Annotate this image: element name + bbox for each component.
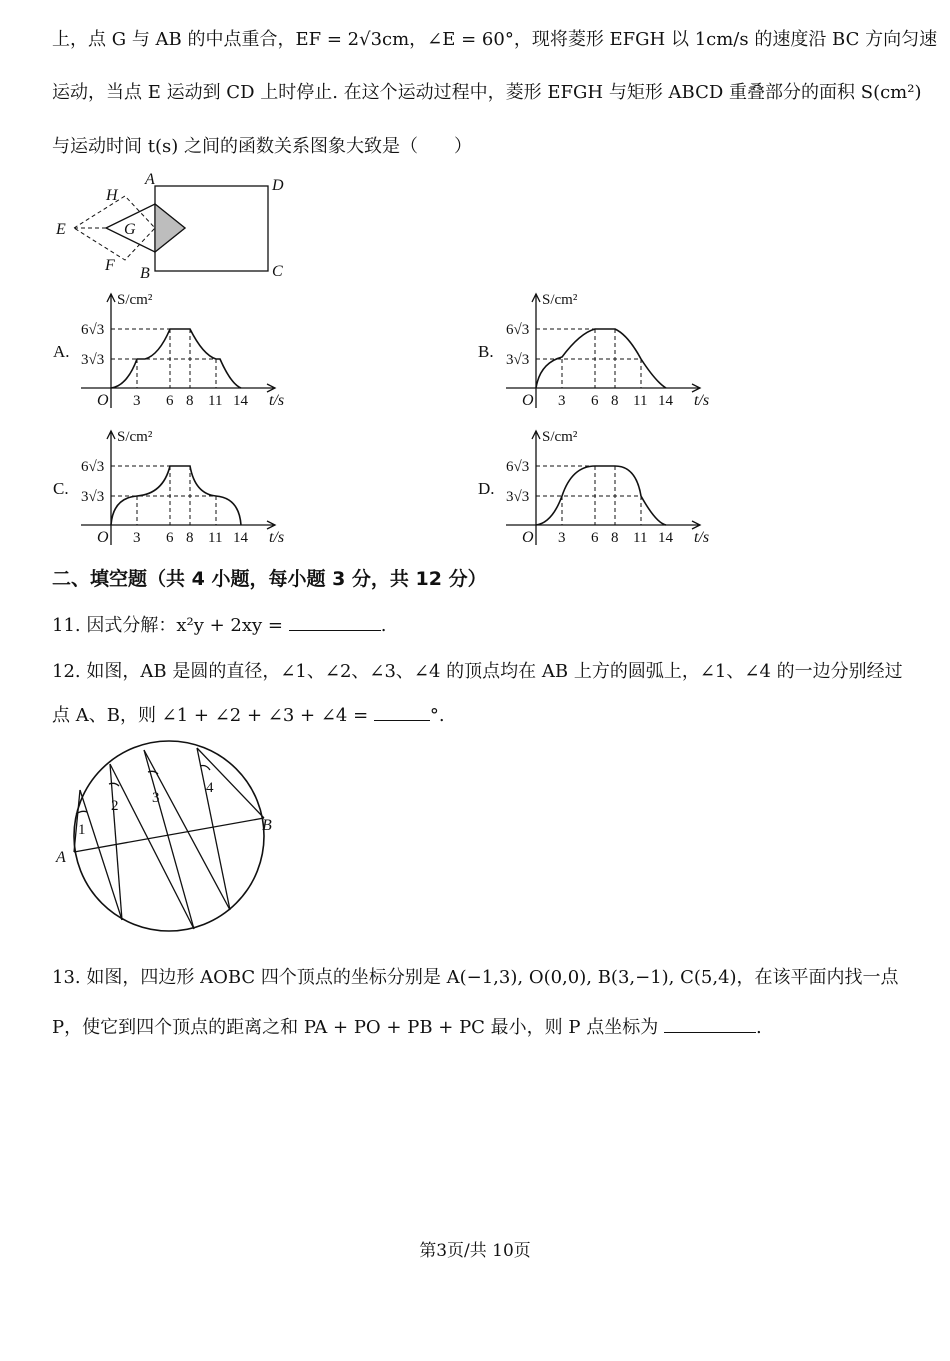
option-c-graph[interactable] [75, 425, 305, 550]
label-A: A [56, 849, 66, 866]
circle [74, 741, 264, 931]
angle-1-label: 1 [78, 822, 86, 838]
option-a-graph[interactable] [75, 288, 305, 413]
label-B: B [140, 265, 150, 282]
x-axis-label: t/s [694, 529, 710, 546]
x-tick-14: 14 [658, 530, 673, 546]
label-B: B [262, 817, 272, 834]
x-tick-14: 14 [233, 393, 248, 409]
problem11: 11. 因式分解：x²y + 2xy = . [52, 612, 386, 638]
diameter-ab [74, 818, 264, 852]
problem13-line1: 13. 如图，四边形 AOBC 四个顶点的坐标分别是 A(−1,3), O(0,0), B(3,−1), C(5,4)，在该平面内找一点 [52, 967, 899, 988]
problem13-answer-blank[interactable] [664, 1014, 756, 1033]
x-tick-6: 6 [591, 393, 599, 409]
x-tick-14: 14 [658, 393, 673, 409]
option-b-letter[interactable]: B. [478, 342, 494, 361]
y-axis-label: S/cm² [542, 292, 578, 308]
origin-label: O [522, 392, 534, 409]
problem10-line3: 与运动时间 t(s) 之间的函数关系图象大致是（ ） [52, 136, 472, 157]
option-d-graph[interactable] [500, 425, 730, 550]
option-b-graph[interactable] [500, 288, 730, 413]
problem11-number: 11. [52, 615, 81, 636]
problem10-line2: 运动，当点 E 运动到 CD 上时停止. 在这个运动过程中，菱形 EFGH 与矩形 ABCD 重叠部分的面积 S(cm²) [52, 82, 922, 103]
label-H: H [106, 187, 118, 204]
problem12-answer-blank[interactable] [374, 702, 430, 721]
y-tick-3r3: 3√3 [81, 489, 105, 505]
x-axis-label: t/s [269, 529, 285, 546]
label-E: E [56, 221, 66, 238]
x-axis-label: t/s [269, 392, 285, 409]
angle-4-label: 4 [206, 780, 214, 796]
angle-3-label: 3 [152, 790, 160, 806]
x-tick-11: 11 [633, 530, 648, 546]
option-c-letter[interactable]: C. [53, 479, 69, 498]
x-tick-11: 11 [208, 530, 223, 546]
label-C: C [272, 263, 283, 280]
origin-label: O [97, 529, 109, 546]
y-tick-3r3: 3√3 [506, 352, 530, 368]
problem11-text: 因式分解：x²y + 2xy = [86, 615, 284, 636]
x-tick-11: 11 [633, 393, 648, 409]
x-tick-3: 3 [133, 393, 141, 409]
problem12-line1: 12. 如图，AB 是圆的直径，∠1、∠2、∠3、∠4 的顶点均在 AB 上方的圆弧上，∠1、∠4 的一边分别经过 [52, 661, 903, 682]
option-d-letter[interactable]: D. [478, 479, 495, 498]
x-tick-11: 11 [208, 393, 223, 409]
option-a-letter[interactable]: A. [53, 342, 70, 361]
circle-figure [52, 740, 292, 940]
rhombus-dashed [74, 196, 155, 260]
y-tick-3r3: 3√3 [506, 489, 530, 505]
x-tick-3: 3 [558, 530, 566, 546]
y-tick-6r3: 6√3 [81, 322, 105, 338]
y-axis-label: S/cm² [117, 292, 153, 308]
label-F: F [105, 257, 115, 274]
x-tick-6: 6 [166, 530, 174, 546]
label-G: G [124, 221, 136, 238]
origin-label: O [522, 529, 534, 546]
x-tick-8: 8 [611, 393, 619, 409]
y-axis-label: S/cm² [542, 429, 578, 445]
x-tick-3: 3 [133, 530, 141, 546]
x-tick-8: 8 [186, 393, 194, 409]
label-D: D [272, 177, 284, 194]
overlap-shading [155, 204, 185, 252]
y-tick-3r3: 3√3 [81, 352, 105, 368]
problem12-line2: 点 A、B，则 ∠1 + ∠2 + ∠3 + ∠4 = °. [52, 702, 445, 728]
x-axis-label: t/s [694, 392, 710, 409]
section-heading: 二、填空题（共 4 小题，每小题 3 分，共 12 分） [52, 568, 487, 590]
x-tick-6: 6 [591, 530, 599, 546]
y-tick-6r3: 6√3 [81, 459, 105, 475]
problem13-line2: P，使它到四个顶点的距离之和 PA + PO + PB + PC 最小，则 P 点坐标为 . [52, 1014, 762, 1040]
y-tick-6r3: 6√3 [506, 322, 530, 338]
problem13-number: 13. [52, 967, 81, 988]
rhombus-rectangle-figure [50, 172, 300, 287]
y-axis-label: S/cm² [117, 429, 153, 445]
x-tick-8: 8 [611, 530, 619, 546]
problem12-number: 12. [52, 661, 81, 682]
problem10-line1: 上，点 G 与 AB 的中点重合，EF = 2√3cm，∠E = 60°，现将菱形 EFGH 以 1cm/s 的速度沿 BC 方向匀速 [52, 29, 938, 50]
origin-label: O [97, 392, 109, 409]
x-tick-14: 14 [233, 530, 248, 546]
x-tick-8: 8 [186, 530, 194, 546]
x-tick-6: 6 [166, 393, 174, 409]
problem11-answer-blank[interactable] [289, 612, 381, 631]
label-A: A [145, 171, 155, 188]
angle-2-label: 2 [111, 798, 119, 814]
x-tick-3: 3 [558, 393, 566, 409]
page-footer: 第3页/共 10页 [419, 1241, 531, 1261]
y-tick-6r3: 6√3 [506, 459, 530, 475]
